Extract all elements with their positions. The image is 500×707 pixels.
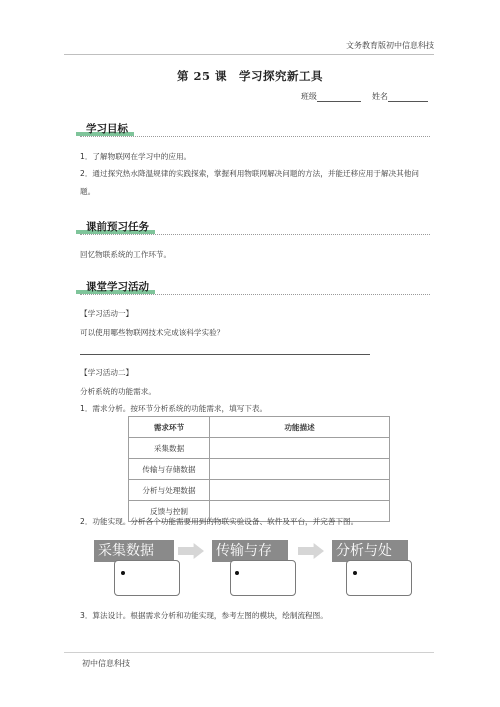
activity1-label: 【学习活动一】 [80, 309, 134, 318]
activity2-step2: 2．功能实现。分析各个功能需要用到的物联实验设备、软件及平台，并完善下图。 [80, 517, 359, 526]
name-row [301, 91, 428, 102]
flow-step-label: 分析与处 [332, 540, 408, 562]
flow-diagram [94, 538, 414, 600]
table-cell-description[interactable] [210, 459, 390, 480]
lesson-title: 第 25 课 学习探究新工具 [176, 69, 323, 83]
activity2-step3: 3．算法设计。根据需求分析和功能实现，参考左图的模块，绘制流程图。 [80, 611, 328, 620]
section-divider [80, 294, 430, 295]
class-blank[interactable] [317, 92, 361, 102]
table-header-row [129, 417, 390, 438]
name-label: 姓名 [372, 92, 388, 101]
flow-step-label: 采集数据 [94, 540, 174, 562]
table-row [129, 438, 390, 459]
table-row [129, 480, 390, 501]
bullet-icon [235, 571, 239, 575]
table-row [129, 459, 390, 480]
table-cell-stage: 传输与存储数据 [129, 459, 210, 480]
activity2-intro: 分析系统的功能需求。 [80, 387, 156, 396]
table-header-cell: 功能描述 [210, 417, 390, 438]
publisher-header: 文务教育版初中信息科技 [346, 41, 434, 50]
section-divider [80, 234, 430, 235]
flow-step-label: 传输与存 [212, 540, 288, 562]
class-label: 班级 [300, 92, 317, 101]
bullet-icon [353, 571, 357, 575]
table-cell-stage: 反馈与控制 [129, 501, 210, 522]
activity2-label: 【学习活动二】 [80, 368, 134, 377]
section-divider [80, 136, 430, 137]
activity2-step1: 1．需求分析。按环节分析系统的功能需求，填写下表。 [80, 404, 268, 413]
table-cell-description[interactable] [210, 480, 390, 501]
table-cell-description[interactable] [210, 438, 390, 459]
answer-line[interactable] [80, 354, 370, 355]
flow-step-box[interactable] [346, 560, 412, 596]
activity1-question: 可以使用哪些物联网技术完成该科学实验？ [80, 328, 225, 337]
requirements-table [128, 416, 390, 522]
flow-step-box[interactable] [114, 560, 180, 596]
footer-rule [64, 652, 434, 653]
table-cell-stage: 分析与处理数据 [129, 480, 210, 501]
goal-item-1: 1．了解物联网在学习中的应用。 [80, 152, 192, 161]
preview-text: 回忆物联系统的工作环节。 [80, 250, 172, 259]
section-heading-activities: 课堂学习活动 [76, 280, 155, 295]
header-rule [64, 54, 434, 55]
arrow-right-icon [298, 543, 324, 559]
footer-text: 初中信息科技 [82, 659, 130, 668]
flow-step-box[interactable] [230, 560, 296, 596]
arrow-right-icon [178, 543, 204, 559]
table-cell-stage: 采集数据 [129, 438, 210, 459]
name-blank[interactable] [388, 92, 428, 102]
goal-item-2: 2．通过探究热水降温规律的实践探索，掌握利用物联网解决问题的方法，并能迁移应用于解决其他问题。 [80, 169, 419, 196]
table-header-cell: 需求环节 [129, 417, 210, 438]
section-heading-preview: 课前预习任务 [76, 220, 155, 235]
bullet-icon [121, 571, 125, 575]
section-heading-goals: 学习目标 [76, 122, 134, 137]
